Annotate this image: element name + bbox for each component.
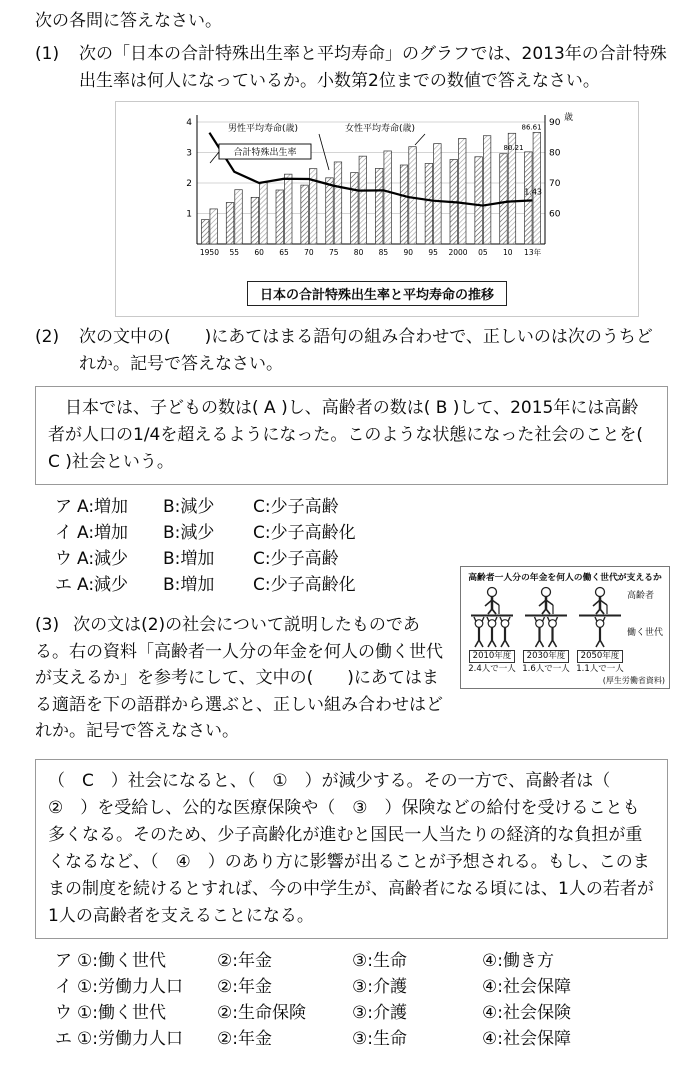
option-c: C:少子高齢化 <box>253 575 356 595</box>
year-badge: 2010年度 <box>469 650 516 663</box>
q2-passage-box <box>35 386 668 485</box>
svg-text:1: 1 <box>186 209 192 220</box>
svg-text:80.21: 80.21 <box>503 143 524 152</box>
svg-text:歳: 歳 <box>564 113 574 123</box>
q3-option-row <box>55 1000 668 1026</box>
svg-text:55: 55 <box>229 248 240 257</box>
option-4: ④:社会保障 <box>482 1029 571 1049</box>
year-badge: 2030年度 <box>523 650 570 663</box>
option-b: B:減少 <box>163 523 215 543</box>
option-4: ④:社会保障 <box>482 977 571 997</box>
option-key: ア <box>55 951 72 971</box>
option-a: A:増加 <box>77 523 129 543</box>
svg-text:95: 95 <box>428 248 438 257</box>
option-c: C:少子高齢 <box>253 497 339 517</box>
svg-text:85: 85 <box>378 248 389 257</box>
ratio-label: 1.1人で一人 <box>576 664 624 674</box>
svg-text:2000: 2000 <box>448 248 468 257</box>
option-a: A:減少 <box>77 549 129 569</box>
option-2: ②:年金 <box>217 977 272 997</box>
ratio-label: 2.4人で一人 <box>468 664 516 674</box>
option-1: ①:労働力人口 <box>77 1029 183 1049</box>
q1-number: (1) <box>35 44 60 64</box>
svg-text:2: 2 <box>186 179 192 189</box>
svg-text:男性平均寿命(歳): 男性平均寿命(歳) <box>228 124 299 134</box>
svg-text:70: 70 <box>549 179 561 189</box>
q3-text: 次の文は(2)の社会について説明したものである。右の資料「高齢者一人分の年金を何人の働く世代が支えるか」を参考にして、文中の( )にあてはまる適語を下の語群から選ぶと、正しい組み合わせはどれか。記号で答えなさい。 <box>35 615 443 741</box>
svg-text:13年: 13年 <box>524 248 542 257</box>
question-2 <box>35 324 668 377</box>
q2-passage: 日本では、子どもの数は( A )し、高齢者の数は( B )して、2015年には高齢者が人口の1/4を超えるようになった。このような状態になった社会のことを( C )社会という。 <box>48 398 643 472</box>
option-2: ②:生命保険 <box>217 1003 306 1023</box>
instruction: 次の各問に答えなさい。 <box>35 11 222 31</box>
q1-graph-box <box>115 101 639 317</box>
option-a: A:減少 <box>77 575 129 595</box>
svg-text:90: 90 <box>403 248 414 257</box>
option-b: B:増加 <box>163 549 215 569</box>
q3-option-row <box>55 948 668 974</box>
svg-text:86.61: 86.61 <box>521 123 542 132</box>
ratio-label: 1.6人で一人 <box>522 664 570 674</box>
q2-text: 次の文中の( )にあてはまる語句の組み合わせで、正しいのは次のうちどれか。記号で答えなさい。 <box>79 327 653 374</box>
pension-group-2050 <box>573 585 627 674</box>
workers-label: 働く世代 <box>627 628 664 638</box>
q2-option-row <box>55 494 668 520</box>
svg-text:1.43: 1.43 <box>524 187 542 197</box>
option-key: エ <box>55 1029 72 1049</box>
svg-text:65: 65 <box>279 248 289 257</box>
pension-figure-art <box>465 585 665 674</box>
option-c: C:少子高齢 <box>253 549 339 569</box>
option-1: ①:働く世代 <box>77 951 166 971</box>
option-c: C:少子高齢化 <box>253 523 356 543</box>
pension-figure-title: 高齢者一人分の年金を何人の働く世代が支えるか <box>468 573 662 583</box>
option-3: ③:介護 <box>352 1003 407 1023</box>
q2-option-row <box>55 520 668 546</box>
chart-caption: 日本の合計特殊出生率と平均寿命の推移 <box>247 281 507 306</box>
q3-options <box>55 948 668 1052</box>
svg-text:70: 70 <box>304 248 314 257</box>
option-key: エ <box>55 575 72 595</box>
svg-text:3: 3 <box>186 148 192 159</box>
pension-group-2010 <box>465 585 519 674</box>
pension-group-2030 <box>519 585 573 674</box>
option-key: ウ <box>55 1003 72 1023</box>
svg-text:60: 60 <box>549 209 561 220</box>
year-badge: 2050年度 <box>577 650 624 663</box>
svg-text:合計特殊出生率: 合計特殊出生率 <box>233 148 297 158</box>
support-group-svg <box>519 585 573 649</box>
option-3: ③:生命 <box>352 951 407 971</box>
svg-text:80: 80 <box>353 248 364 257</box>
svg-text:4: 4 <box>186 118 192 128</box>
option-2: ②:年金 <box>217 1029 272 1049</box>
option-b: B:減少 <box>163 497 215 517</box>
svg-text:90: 90 <box>549 118 561 128</box>
q1-text: 次の「日本の合計特殊出生率と平均寿命」のグラフでは、2013年の合計特殊出生率は何人になっているか。小数第2位までの数値で答えなさい。 <box>79 44 667 91</box>
option-3: ③:介護 <box>352 977 407 997</box>
q3-option-row <box>55 974 668 1000</box>
svg-text:75: 75 <box>328 248 339 257</box>
option-3: ③:生命 <box>352 1029 407 1049</box>
q3-passage: （ C ）社会になると、（ ① ）が減少する。その一方で、高齢者は（ ② ）を受給し、公的な医療保険や（ ③ ）保険などの給付を受けることも多くなる。そのため、少子高齢化が進むと国民一人当たりの経済的な負担が重くなるなど、（ ④ ）のあり方に影響が出ることが予想される。もし、このままの制度を続けるとすれば、今の中学生が、高齢者になる頃には、1人の若者が1人の高齢者を支えることになる。 <box>48 771 654 926</box>
svg-text:05: 05 <box>478 248 488 257</box>
pension-figure <box>460 566 670 689</box>
svg-text:女性平均寿命(歳): 女性平均寿命(歳) <box>345 124 416 134</box>
option-key: ア <box>55 497 72 517</box>
svg-text:80: 80 <box>549 148 561 159</box>
figure-source: (厚生労働省資料) <box>602 676 665 685</box>
svg-text:10: 10 <box>502 248 513 257</box>
q3-number: (3) <box>35 615 60 635</box>
option-2: ②:年金 <box>217 951 272 971</box>
fertility-chart <box>173 108 581 278</box>
support-group-svg <box>465 585 519 649</box>
q3-passage-box <box>35 759 668 939</box>
question-1 <box>35 41 668 94</box>
elderly-label: 高齢者 <box>627 591 655 601</box>
option-4: ④:働き方 <box>482 951 554 971</box>
option-key: イ <box>55 977 72 997</box>
option-a: A:増加 <box>77 497 129 517</box>
option-4: ④:社会保険 <box>482 1003 571 1023</box>
option-b: B:増加 <box>163 575 215 595</box>
svg-text:60: 60 <box>254 248 264 257</box>
support-group-svg <box>573 585 627 649</box>
q2-number: (2) <box>35 327 60 347</box>
option-key: イ <box>55 523 72 543</box>
q3-option-row <box>55 1026 668 1052</box>
option-key: ウ <box>55 549 72 569</box>
option-1: ①:労働力人口 <box>77 977 183 997</box>
q3-text-block <box>35 612 453 745</box>
svg-text:1950: 1950 <box>199 248 219 257</box>
option-1: ①:働く世代 <box>77 1003 166 1023</box>
